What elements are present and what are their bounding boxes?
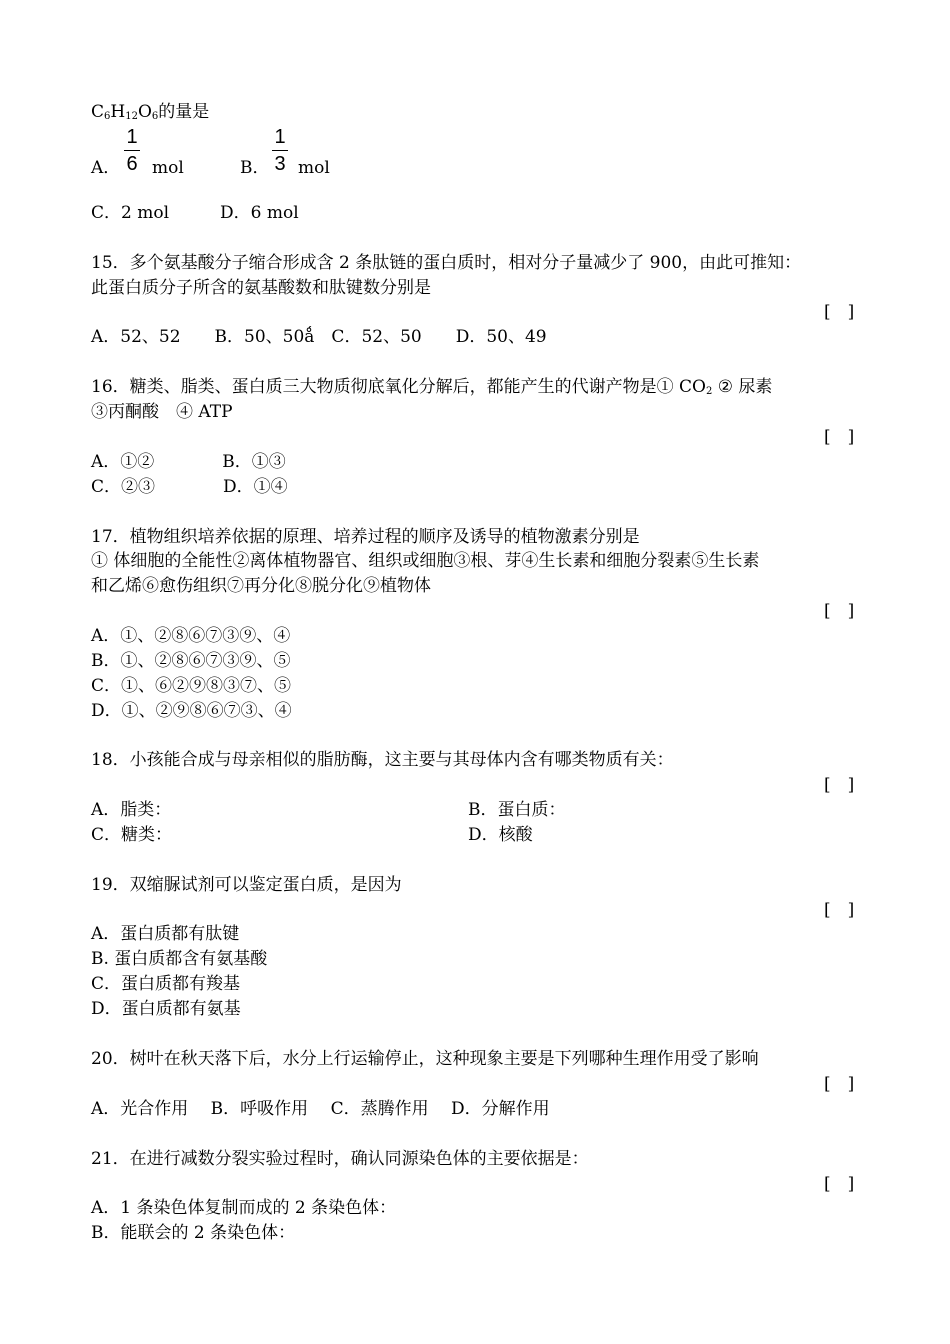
- q18-option-d: D．核酸: [468, 825, 533, 845]
- q19-option-a: A．蛋白质都有肽键: [91, 924, 240, 944]
- q15-stem-line1: 15．多个氨基酸分子缩合形成含 2 条肽链的蛋白质时，相对分子量减少了 900，由此可推知：: [91, 253, 802, 273]
- q19-option-d: D．蛋白质都有氨基: [91, 999, 241, 1019]
- q17-answer-bracket: [ ]: [824, 601, 855, 621]
- option-a-label: A．: [91, 158, 121, 178]
- q17-stem-line2: ① 体细胞的全能性②离体植物器官、组织或细胞③根、芽④生长素和细胞分裂素⑤生长素: [91, 551, 760, 571]
- fraction-bar: [272, 150, 288, 151]
- q17-stem-line1: 17．植物组织培养依据的原理、培养过程的顺序及诱导的植物激素分别是: [91, 527, 640, 547]
- q21-option-b: B．能联会的 2 条染色体：: [91, 1223, 296, 1243]
- q19-option-b: B. 蛋白质都含有氨基酸: [91, 949, 268, 969]
- q21-stem: 21．在进行减数分裂实验过程时，确认同源染色体的主要依据是：: [91, 1149, 589, 1169]
- q19-answer-bracket: [ ]: [824, 900, 855, 920]
- q16-options-cd: C．②③ D．①④: [91, 477, 288, 497]
- q18-stem: 18．小孩能合成与母亲相似的脂肪酶，这主要与其母体内含有哪类物质有关：: [91, 750, 674, 770]
- q18-option-b: B．蛋白质：: [468, 800, 566, 820]
- q21-answer-bracket: [ ]: [824, 1174, 855, 1194]
- q16-stem-line2: ③丙酮酸 ④ ATP: [91, 402, 233, 422]
- q17-option-b: B．①、②⑧⑥⑦③⑨、⑤: [91, 651, 291, 671]
- question-stem-continuation: $C_6H_{12}O_6$的量是: [91, 102, 210, 122]
- q16-stem-line1: 16．糖类、脂类、蛋白质三大物质彻底氧化分解后，都能产生的代谢产物是① $CO_2$ ② 尿素: [91, 377, 773, 397]
- q18-option-c: C．糖类：: [91, 825, 173, 845]
- q20-options: A．光合作用 B．呼吸作用 C．蒸腾作用 D．分解作用: [91, 1099, 550, 1119]
- fraction-denominator: 3: [274, 153, 286, 175]
- q17-stem-line3: 和乙烯⑥愈伤组织⑦再分化⑧脱分化⑨植物体: [91, 576, 431, 596]
- q15-options: A．52、52 B．50、50ǻ C．52、50 D．50、49: [91, 327, 547, 347]
- q16-answer-bracket: [ ]: [824, 427, 855, 447]
- option-b-fraction: [272, 126, 288, 175]
- option-b-label: B．: [240, 158, 270, 178]
- q15-stem-line2: 此蛋白质分子所含的氨基酸数和肽键数分别是: [91, 278, 431, 298]
- fraction-denominator: 6: [126, 153, 138, 175]
- q20-stem: 20．树叶在秋天落下后，水分上行运输停止，这种现象主要是下列哪种生理作用受了影响: [91, 1049, 759, 1069]
- q15-answer-bracket: [ ]: [824, 302, 855, 322]
- q19-stem: 19．双缩脲试剂可以鉴定蛋白质，是因为: [91, 875, 402, 895]
- options-c-d: C．2 mol D．6 mol: [91, 203, 299, 223]
- q17-option-a: A．①、②⑧⑥⑦③⑨、④: [91, 626, 291, 646]
- q20-answer-bracket: [ ]: [824, 1074, 855, 1094]
- q17-option-d: D．①、②⑨⑧⑥⑦③、④: [91, 701, 292, 721]
- q18-answer-bracket: [ ]: [824, 775, 855, 795]
- q16-options-ab: A．①② B．①③: [91, 452, 286, 472]
- fraction-numerator: 1: [126, 126, 138, 148]
- option-b-unit: mol: [298, 158, 330, 178]
- fraction-numerator: 1: [274, 126, 286, 148]
- q18-option-a: A．脂类：: [91, 800, 172, 820]
- option-a-fraction: [124, 126, 140, 175]
- q21-option-a: A．1 条染色体复制而成的 2 条染色体：: [91, 1198, 397, 1218]
- q17-option-c: C．①、⑥②⑨⑧③⑦、⑤: [91, 676, 292, 696]
- q19-option-c: C．蛋白质都有羧基: [91, 974, 241, 994]
- fraction-bar: [124, 150, 140, 151]
- option-a-unit: mol: [152, 158, 184, 178]
